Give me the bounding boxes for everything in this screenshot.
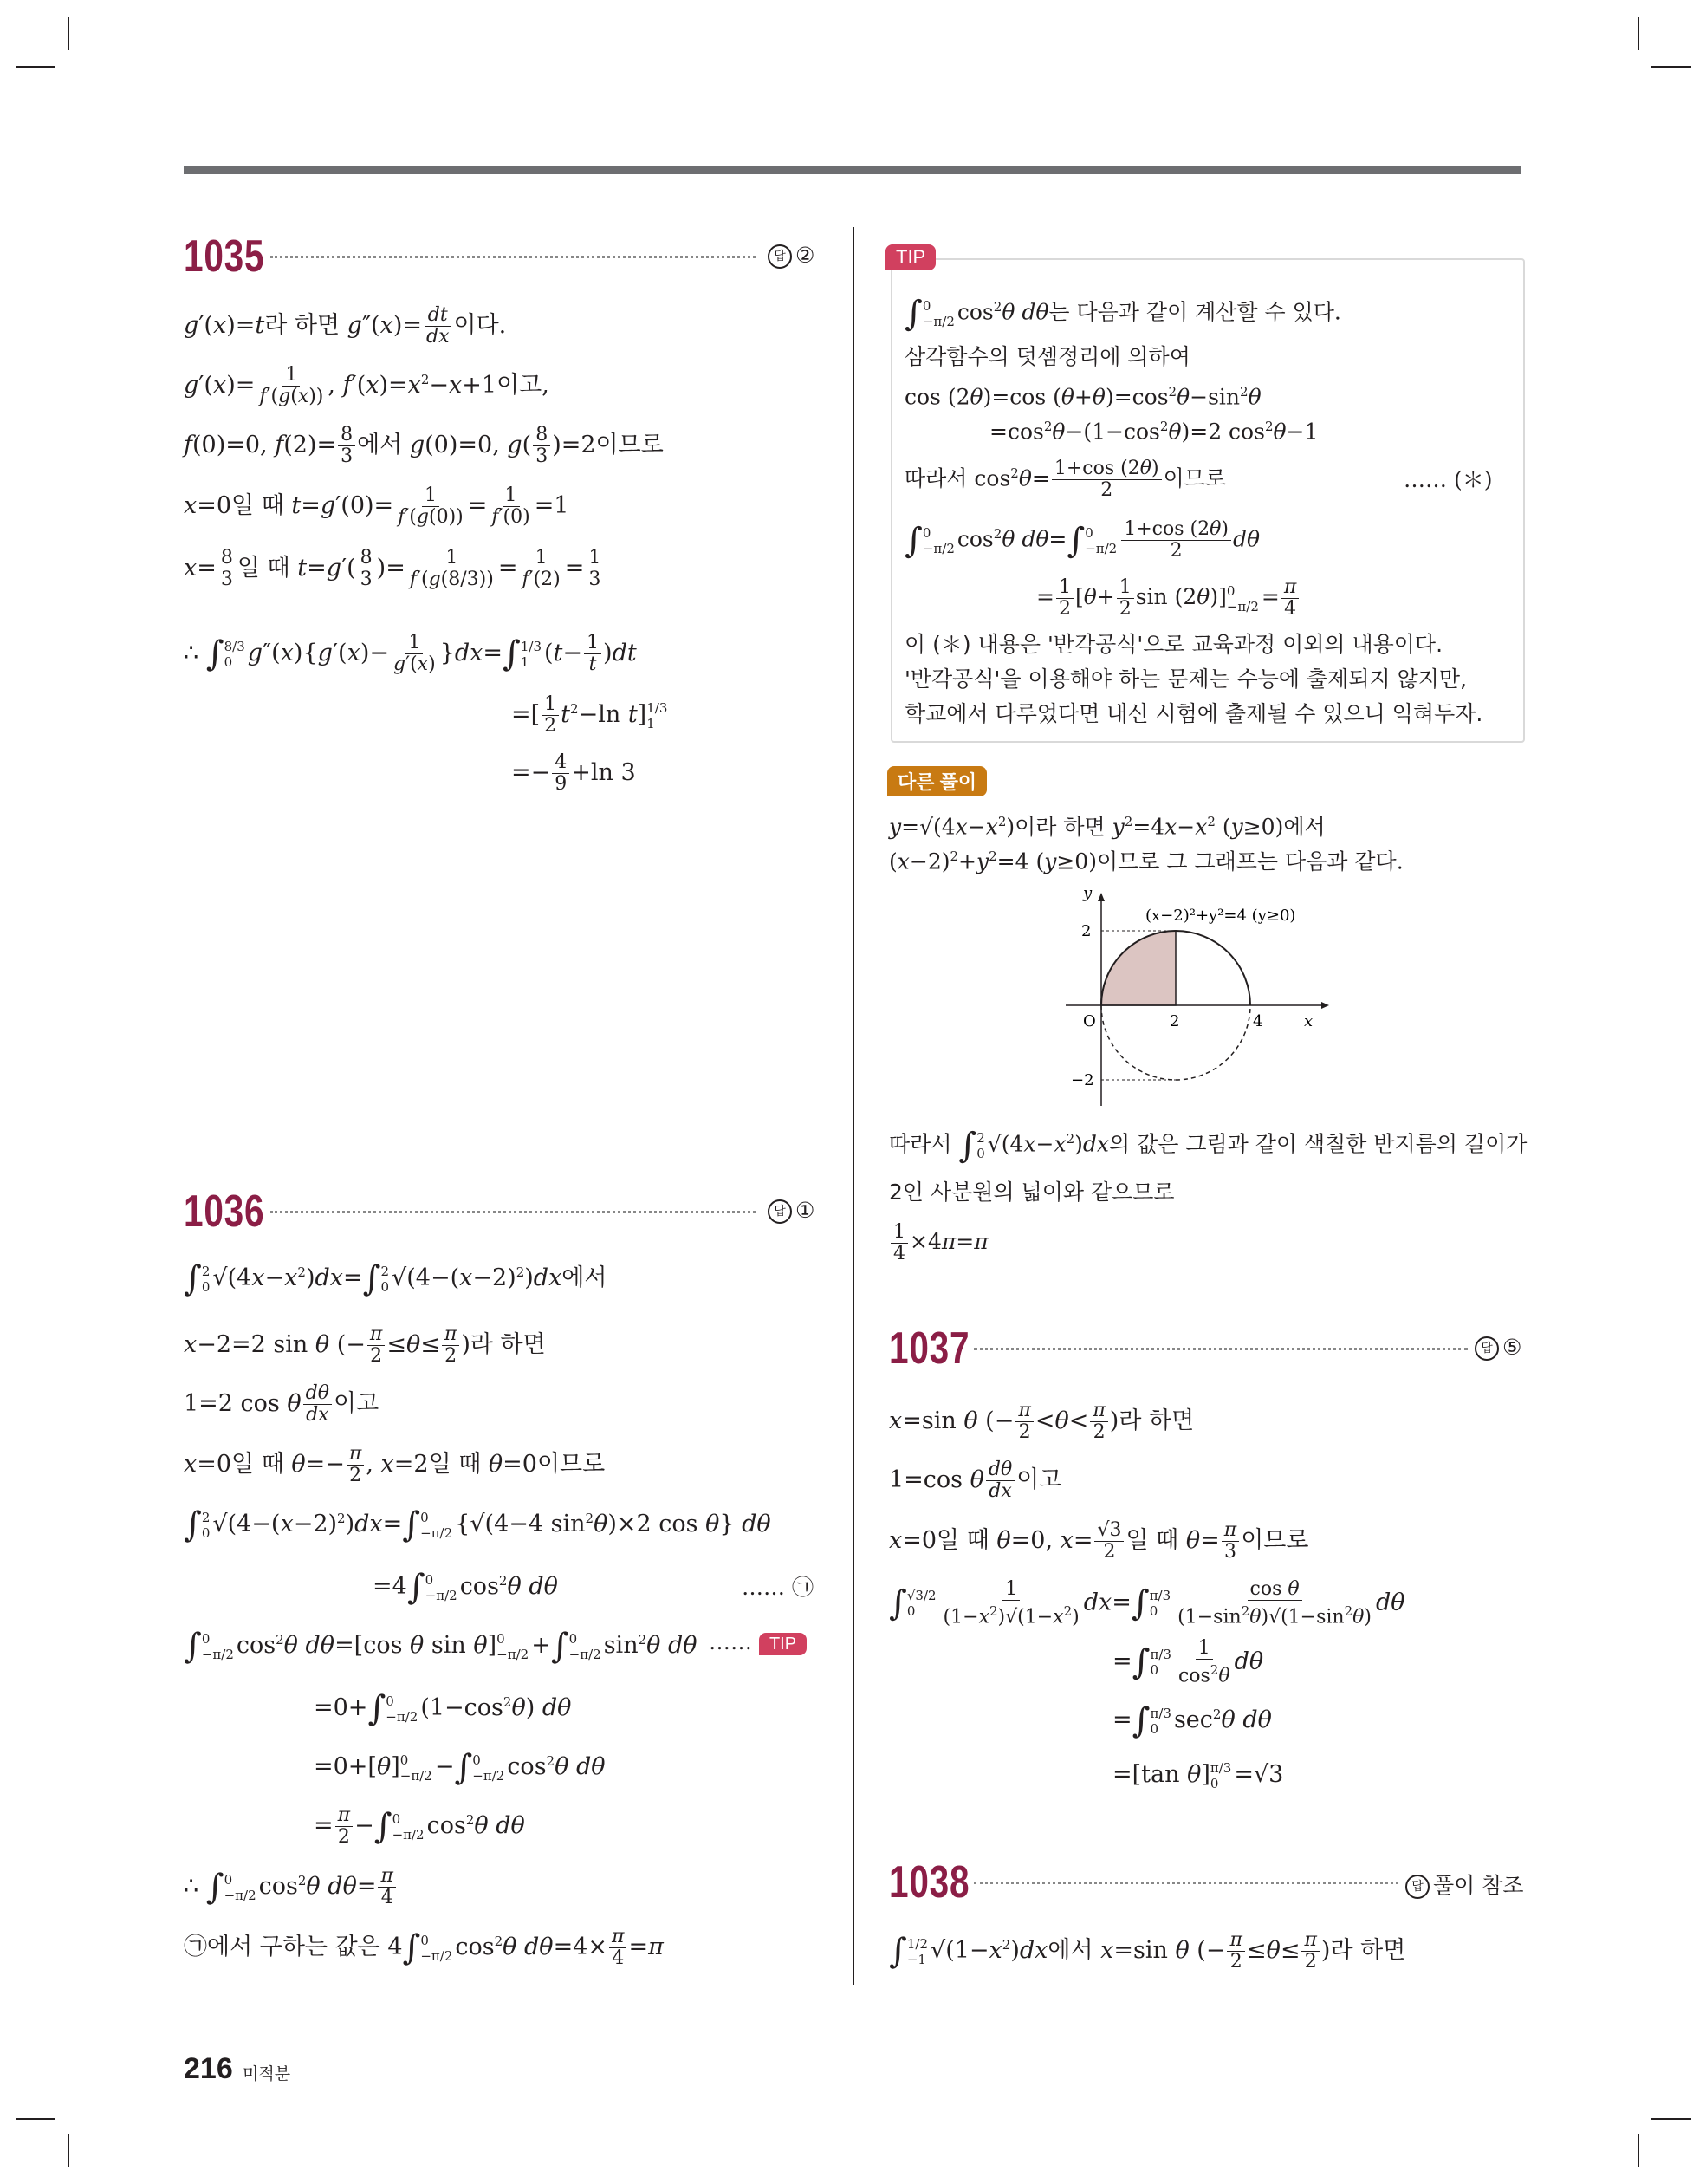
alt-line: $\frac{1}{4}$ ×4π=π bbox=[889, 1222, 989, 1264]
tip-reference-badge[interactable]: TIP bbox=[759, 1633, 807, 1655]
solution-line: 1=2 cos θ $\frac{d\theta}{dx}$ 이고 bbox=[184, 1382, 379, 1426]
solution-line: g′(x)=t라 하면 g″(x)= $\frac{dt}{dx}$ 이다. bbox=[184, 304, 507, 348]
solution-line: =∫ π/3 0 $\frac{1}{\cos^2\theta}$ dθ bbox=[1112, 1637, 1264, 1687]
subject-label: 미적분 bbox=[243, 2064, 291, 2083]
page-number: 216 bbox=[184, 2052, 233, 2085]
y-tick-label: −2 bbox=[1071, 1071, 1094, 1089]
solution-line: x=sin θ (− $\frac{\pi}{2}$ <θ< $\frac{\pi}{2}$ )라 하면 bbox=[889, 1400, 1195, 1443]
y-axis-arrow-icon bbox=[1098, 893, 1105, 901]
solution-line: ∴ ∫ 0 −π/2 $\cos^2\theta$ dθ= $\frac{\pi}{4}$ bbox=[184, 1865, 398, 1908]
problem-number: 1038 bbox=[889, 1857, 970, 1908]
crop-mark bbox=[1638, 17, 1639, 50]
solution-line: g′(x)= $\frac{1}{f'(g(x))}$ , $f'(x)=x^2-x+1$이고, bbox=[184, 364, 549, 407]
tip-line: 삼각함수의 덧셈정리에 의하여 bbox=[905, 344, 1190, 369]
solution-line: x=0일 때 θ=0, x= $\frac{√3}{2}$ 일 때 θ= $\frac{\pi}{3}$ 이므로 bbox=[889, 1519, 1309, 1563]
solution-line: =4∫ 0 −π/2 $\cos^2\theta$ dθ bbox=[373, 1567, 558, 1608]
solution-line: ∴ ∫ 8/3 0 g″(x){g′(x)− $\frac{1}{g'(x)}$ }dx=∫ 1/3 1 (t− $\frac{1}{t}$ )dt bbox=[184, 632, 637, 675]
solution-line: =[ $\frac{1}{2}$ $t^2-\ln$ t] 1/3 1 bbox=[511, 693, 668, 737]
solution-line: ∫ 2 0 $√(4-(x-2)^2)dx=\int$ 0 −π/2 {√(4−4 $\sin^2\theta)\times 2$ cos θ} dθ bbox=[184, 1505, 771, 1545]
tip-line: 따라서 $\cos^2\theta=$ $\frac{1+\cos (2\theta)}{2}$ 이므로 bbox=[905, 458, 1227, 502]
answer-label: 답 ② bbox=[768, 243, 814, 269]
answer-mark-icon: 답 bbox=[1405, 1875, 1430, 1899]
leader-dots bbox=[974, 1348, 1468, 1350]
tip-line: ∫ 0 −π/2 $\cos^2\theta$ dθ=∫ 0 −π/2 $\frac{1+\cos (2\theta)}{2}$ dθ bbox=[905, 518, 1260, 562]
header-bar bbox=[184, 166, 1521, 174]
x-tick-label: 4 bbox=[1253, 1012, 1263, 1030]
tip-line: ∫ 0 −π/2 $\cos^2\theta$ dθ는 다음과 같이 계산할 수 있다. bbox=[905, 293, 1341, 334]
solution-line: =− $\frac{4}{9}$ +ln 3 bbox=[511, 751, 636, 795]
solution-line: =[tan θ] π/3 0 =√3 bbox=[1112, 1759, 1284, 1791]
crop-mark bbox=[16, 2118, 55, 2120]
tip-line: 학교에서 다루었다면 내신 시험에 출제될 수 있으니 익혀두자. bbox=[905, 701, 1483, 726]
leader-dots bbox=[270, 1211, 756, 1213]
solution-line: = $\frac{\pi}{2}$ −∫ 0 −π/2 $\cos^2\theta$ dθ bbox=[314, 1804, 525, 1848]
tip-badge: TIP bbox=[885, 244, 936, 270]
solution-line: ∫ √3/2 0 $\frac{1}{(1-x^2)√(1-x^2)}$ dx=∫ π/3 0 $\frac{\text{cos θ}}{(1-\sin^2\theta)√(1-\sin^2\theta)}$ dθ bbox=[889, 1578, 1405, 1628]
tip-line: '반각공식'을 이용해야 하는 문제는 수능에 출제되지 않지만, bbox=[905, 666, 1467, 692]
problem-number: 1037 bbox=[889, 1323, 970, 1374]
crop-mark bbox=[68, 2134, 69, 2167]
solution-line: x=0일 때 θ=− $\frac{\pi}{2}$ , x=2일 때 θ=0이므로 bbox=[184, 1443, 606, 1486]
shaded-quarter-circle bbox=[1101, 931, 1176, 1005]
x-tick-label: 2 bbox=[1170, 1012, 1180, 1030]
column-divider bbox=[853, 227, 854, 1985]
crop-mark bbox=[16, 66, 55, 68]
alt-line: 2인 사분원의 넓이와 같으므로 bbox=[889, 1180, 1175, 1205]
solution-line: x−2=2 sin θ (− $\frac{\pi}{2}$ ≤θ≤ $\frac{\pi}{2}$ )라 하면 bbox=[184, 1323, 546, 1367]
equation-tag: …… TIP bbox=[709, 1629, 807, 1654]
solution-line: ㉠에서 구하는 값은 4∫ 0 −π/2 $\cos^2\theta$ dθ=4× $\frac{\pi}{4}$ =π bbox=[184, 1926, 664, 1969]
equation-tag: …… (＊) bbox=[1404, 467, 1493, 492]
crop-mark bbox=[1638, 2134, 1639, 2167]
alt-line: $(x-2)^2+y^2=4$ (y≥0)이므로 그 그래프는 다음과 같다. bbox=[889, 848, 1404, 874]
crop-mark bbox=[1651, 2118, 1691, 2120]
answer-mark-icon: 답 bbox=[768, 1199, 792, 1224]
tip-line: = $\frac{1}{2}$ [θ+ $\frac{1}{2}$ sin (2θ)] 0 −π/2 = $\frac{\pi}{4}$ bbox=[1036, 577, 1301, 620]
leader-dots bbox=[270, 256, 756, 258]
x-axis-arrow-icon bbox=[1321, 1002, 1329, 1009]
tip-line: cos (2θ)=cos $(\theta+\theta)=\cos^2\theta-\sin^2\theta$ bbox=[905, 384, 1262, 410]
solution-line: x= $\frac{8}{3}$ 일 때 t=g′( $\frac{8}{3}$ )= $\frac{1}{f'(g(8/3))}$ = $\frac{1}{f'(2)}$ = $\frac{1}{3}$ bbox=[184, 548, 605, 590]
alt-solution-badge: 다른 풀이 bbox=[887, 766, 987, 796]
problem-number: 1036 bbox=[184, 1186, 265, 1237]
answer-mark-icon: 답 bbox=[768, 244, 792, 269]
leader-dots bbox=[974, 1882, 1398, 1884]
equation-label: (x−2)²+y²=4 (y≥0) bbox=[1145, 907, 1296, 925]
solution-line: ∫ 1/2 −1 $√(1-x^2)dx$에서 x=sin θ (− $\frac{\pi}{2}$ ≤θ≤ $\frac{\pi}{2}$ )라 하면 bbox=[889, 1929, 1406, 1973]
tip-line: 이 (＊) 내용은 '반각공식'으로 교육과정 이외의 내용이다. bbox=[905, 632, 1443, 657]
solution-line: ∫ 0 −π/2 $\cos^2\theta$ dθ=[cos θ sin θ] 0 −π/2 +∫ 0 −π/2 $\sin^2\theta$ dθ bbox=[184, 1626, 697, 1667]
y-axis-label: y bbox=[1083, 884, 1093, 902]
semicircle-graph bbox=[1040, 882, 1334, 1109]
solution-line: x=0일 때 t=g′(0)= $\frac{1}{f'(g(0))}$ = $\frac{1}{f'(0)}$ =1 bbox=[184, 484, 569, 528]
answer-label: 답 풀이 참조 bbox=[1405, 1869, 1524, 1900]
problem-number: 1035 bbox=[184, 231, 265, 282]
answer-label: 답 ⑤ bbox=[1475, 1335, 1521, 1361]
solution-line: =0+[θ] 0 −π/2 −∫ 0 −π/2 $\cos^2\theta$ dθ bbox=[314, 1747, 606, 1788]
crop-mark bbox=[1651, 66, 1691, 68]
tip-line: $=\cos^2\theta-(1-\cos^2\theta)=2$ $\cos^2\theta-1$ bbox=[989, 419, 1319, 445]
alt-line: $y=√(4x-x^2)$이라 하면 $y^2=4x-x^2$ (y≥0)에서 bbox=[889, 814, 1326, 840]
answer-mark-icon: 답 bbox=[1475, 1336, 1499, 1361]
answer-label: 답 ① bbox=[768, 1198, 814, 1224]
solution-line: f(0)=0, f(2)= $\frac{8}{3}$ 에서 g(0)=0, g( $\frac{8}{3}$ )=2이므로 bbox=[184, 424, 664, 467]
y-tick-label: 2 bbox=[1081, 922, 1092, 940]
alt-line: 따라서 ∫ 2 0 $√(4x-x^2)dx$의 값은 그림과 같이 색칠한 반지름의 길이가 bbox=[889, 1125, 1528, 1166]
equation-tag: …… ㉠ bbox=[742, 1575, 814, 1600]
solution-line: =0+∫ 0 −π/2 $(1-\cos^2\theta)$ dθ bbox=[314, 1688, 572, 1729]
origin-label: O bbox=[1083, 1012, 1096, 1030]
solution-line: ∫ 2 0 $√(4x-x^2)dx=\int$ 2 0 $√(4-(x-2)^2)dx$에서 bbox=[184, 1258, 607, 1299]
crop-mark bbox=[68, 17, 69, 50]
solution-line: =∫ π/3 0 $\sec^2\theta$ dθ bbox=[1112, 1700, 1272, 1741]
solution-line: 1=cos θ $\frac{d\theta}{dx}$ 이고 bbox=[889, 1459, 1062, 1502]
x-axis-label: x bbox=[1304, 1012, 1314, 1030]
